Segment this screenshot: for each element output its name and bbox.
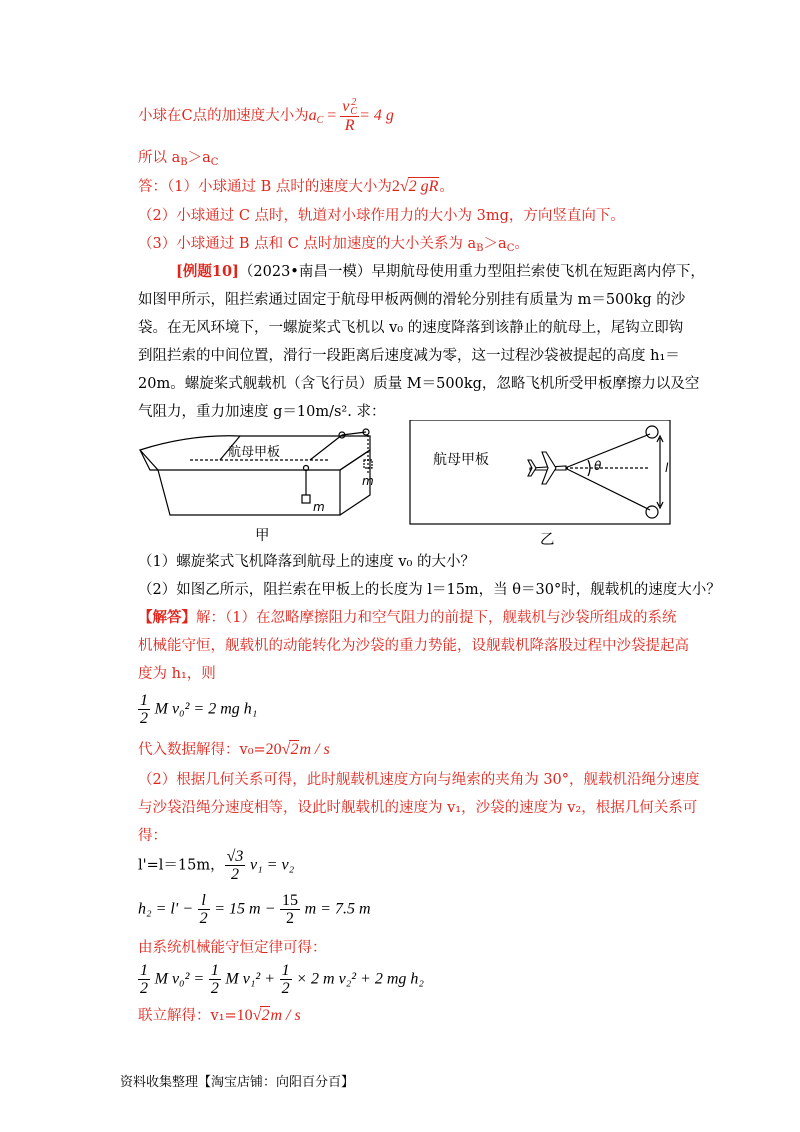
- example-line-2: 如图甲所示，阻拦索通过固定于航母甲板两侧的滑轮分别挂有质量为 m＝500kg 的沙: [138, 292, 686, 308]
- footer: 资料收集整理【淘宝店铺：向阳百分百】: [120, 1075, 355, 1090]
- length-label: l: [665, 461, 669, 475]
- caption-right: 乙: [540, 532, 555, 548]
- substitution-1: 代入数据解得：v₀=20√2m / s: [138, 741, 330, 758]
- answer-3: （3）小球通过 B 点和 C 点时加速度的大小关系为 $a_B>a_C$。: [138, 236, 529, 254]
- equation-2: l'=l＝15m， $\frac{√3}{2}$ v₁ = v₂: [138, 848, 295, 883]
- ship-mass-label: m: [313, 500, 325, 514]
- solution2-line-3: 得：: [138, 828, 167, 844]
- solution-line-2: 机械能守恒，舰载机的动能转化为沙袋的重力势能，设舰载机降落股过程中沙袋提起高: [138, 638, 689, 654]
- solution2-line-1: （2）根据几何关系可得，此时舰载机速度方向与绳索的夹角为 30°，舰载机沿绳分速度: [138, 772, 700, 788]
- equation-1: $\frac{1}{2}$ M v₀² = 2 mg h₁: [140, 692, 258, 727]
- question-2: （2）如图乙所示，阻拦索在甲板上的长度为 l＝15m，当 θ＝30°时，舰载机的速度大小？: [138, 582, 721, 598]
- plane-icon: [528, 452, 566, 484]
- ship-deck-label: 航母甲板: [228, 445, 281, 460]
- example-line-6: 气阻力，重力加速度 g＝10m/s². 求：: [138, 404, 386, 420]
- final-result: 联立解得：v₁=10√2m / s: [138, 1007, 301, 1024]
- question-1: （1）螺旋桨式飞机降落到航母上的速度 v₀ 的大小？: [138, 554, 475, 570]
- solution2-line-2: 与沙袋沿绳分速度相等，设此时舰载机的速度为 v₁，沙袋的速度为 v₂，根据几何关系可: [138, 800, 698, 816]
- example-line-3: 袋。在无风环境下，一螺旋桨式飞机以 v₀ 的速度降落到该静止的航母上，尾钩立即钩: [138, 320, 684, 336]
- figure-carrier: [130, 420, 690, 550]
- ac-rhs: = 4 g: [359, 107, 394, 125]
- answer-2: （2）小球通过 C 点时，轨道对小球作用力的大小为 3mg，方向竖直向下。: [138, 208, 625, 224]
- caption-left: 甲: [255, 528, 270, 544]
- topview-deck-label: 航母甲板: [433, 452, 489, 468]
- solution-tag: 【解答】: [138, 609, 196, 626]
- answer-1: 答：（1）小球通过 B 点时的速度大小为2√2 gR。: [138, 178, 454, 195]
- ac-prefix: 小球在C点的加速度大小为: [138, 108, 309, 125]
- solution-line-3: 度为 h₁，则: [138, 666, 216, 682]
- energy-label: 由系统机械能守恒定律可得：: [138, 940, 327, 956]
- ac-line: 小球在C点的加速度大小为$a_C$ = v 2 C R = 4 g: [138, 97, 394, 135]
- equation-4: $\frac{1}{2}$ M v₀² = $\frac{1}{2}$ M v₁² + $\frac{1}{2}$ × 2 m v₂² + 2 mg h₂: [140, 962, 424, 997]
- example-line-5: 20m。螺旋桨式舰载机（含飞行员）质量 M＝500kg，忽略飞机所受甲板摩擦力以及空: [138, 376, 700, 392]
- figure-deck-topview: [410, 420, 670, 524]
- equation-3: h₂ = l' − $\frac{l}{2}$ = 15 m − $\frac{15}{2}$ m = 7.5 m: [138, 892, 371, 927]
- example-tag: [例题10]: [176, 263, 239, 280]
- example-line-4: 到阻拦索的中间位置，滑行一段距离后速度减为零，这一过程沙袋被提起的高度 h₁＝: [138, 348, 680, 364]
- solution-line-1: 【解答】解：（1）在忽略摩擦阻力和空气阻力的前提下，舰载机与沙袋所组成的系统: [138, 609, 677, 626]
- theta-label: θ: [594, 459, 602, 473]
- figure-ship: [140, 429, 372, 515]
- ac-fraction: v 2 C R: [342, 97, 358, 135]
- ac-lhs: $a_C$: [308, 107, 324, 127]
- compare-line: 所以 $a_B>a_C$: [138, 150, 219, 168]
- ship-mass-label-2: m: [362, 474, 374, 488]
- example-line-1: [例题10]（2023•南昌一模）早期航母使用重力型阻拦索使飞机在短距离内停下，: [176, 263, 705, 280]
